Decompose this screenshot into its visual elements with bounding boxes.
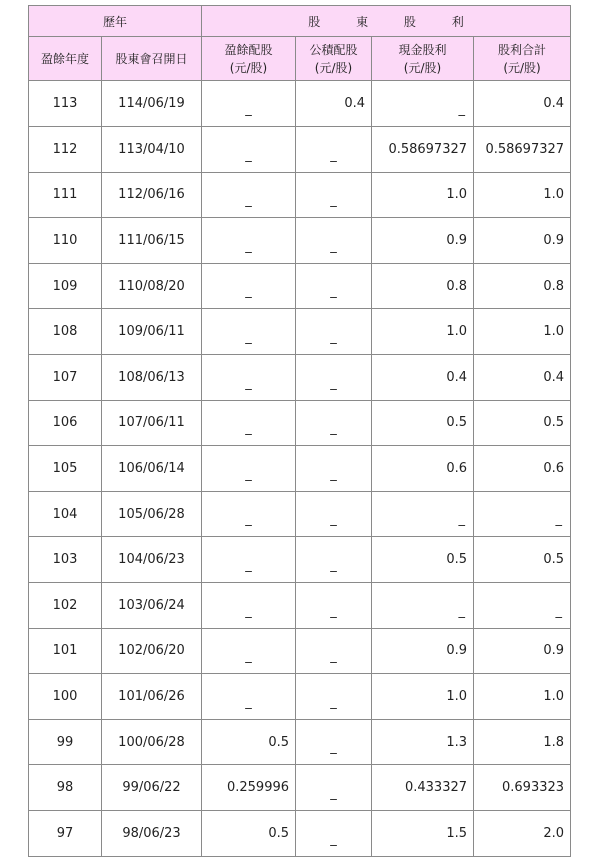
cell-cash-dividend: 0.4 [372, 354, 474, 400]
cell-total-dividend: 1.8 [474, 719, 571, 765]
cell-year: 99 [29, 719, 102, 765]
cell-earnings-stock: _ [202, 126, 296, 172]
cell-year: 112 [29, 126, 102, 172]
cell-total-dividend: _ [474, 582, 571, 628]
table-row [29, 537, 571, 583]
dividend-history-table [28, 5, 571, 857]
cell-reserve-stock: _ [296, 582, 372, 628]
cell-year: 101 [29, 628, 102, 674]
cell-cash-dividend: 0.5 [372, 400, 474, 446]
cell-year: 111 [29, 172, 102, 218]
table-row [29, 309, 571, 355]
cell-meeting-date: 106/06/14 [102, 446, 202, 492]
cell-earnings-stock: _ [202, 172, 296, 218]
table-row [29, 263, 571, 309]
cell-reserve-stock: _ [296, 400, 372, 446]
cell-year: 104 [29, 491, 102, 537]
cell-meeting-date: 113/04/10 [102, 126, 202, 172]
col-header-earnings-stock [202, 37, 296, 81]
cell-meeting-date: 100/06/28 [102, 719, 202, 765]
cell-year: 98 [29, 765, 102, 811]
cell-earnings-stock: _ [202, 218, 296, 264]
cell-total-dividend: _ [474, 491, 571, 537]
cell-earnings-stock: _ [202, 582, 296, 628]
cell-reserve-stock: _ [296, 446, 372, 492]
cell-earnings-stock: _ [202, 491, 296, 537]
cell-reserve-stock: _ [296, 263, 372, 309]
cell-meeting-date: 105/06/28 [102, 491, 202, 537]
cell-earnings-stock: 0.5 [202, 719, 296, 765]
cell-cash-dividend: 1.5 [372, 810, 474, 856]
cell-cash-dividend: _ [372, 582, 474, 628]
group-header-dividend: 股 東 股 利 [202, 6, 571, 37]
cell-total-dividend: 1.0 [474, 172, 571, 218]
table-row [29, 810, 571, 856]
cell-meeting-date: 103/06/24 [102, 582, 202, 628]
cell-total-dividend: 1.0 [474, 674, 571, 720]
cell-total-dividend: 0.58697327 [474, 126, 571, 172]
cell-reserve-stock: 0.4 [296, 81, 372, 127]
cell-cash-dividend: 0.5 [372, 537, 474, 583]
cell-meeting-date: 104/06/23 [102, 537, 202, 583]
table-row [29, 765, 571, 811]
cell-earnings-stock: _ [202, 674, 296, 720]
cell-total-dividend: 0.5 [474, 400, 571, 446]
table-row [29, 446, 571, 492]
cell-year: 105 [29, 446, 102, 492]
header-group-row [29, 6, 571, 37]
cell-cash-dividend: 0.58697327 [372, 126, 474, 172]
cell-reserve-stock: _ [296, 719, 372, 765]
cell-year: 100 [29, 674, 102, 720]
col-header-earnings-stock-label: 盈餘配股 [224, 42, 273, 57]
col-header-reserve-stock [296, 37, 372, 81]
cell-earnings-stock: 0.5 [202, 810, 296, 856]
cell-year: 106 [29, 400, 102, 446]
table-row [29, 218, 571, 264]
cell-year: 103 [29, 537, 102, 583]
cell-total-dividend: 0.4 [474, 354, 571, 400]
cell-meeting-date: 112/06/16 [102, 172, 202, 218]
header-column-row [29, 37, 571, 81]
cell-meeting-date: 99/06/22 [102, 765, 202, 811]
col-header-unit: (元/股) [503, 60, 541, 75]
table-row [29, 400, 571, 446]
col-header-unit: (元/股) [314, 60, 353, 75]
cell-reserve-stock: _ [296, 674, 372, 720]
cell-total-dividend: 0.4 [474, 81, 571, 127]
cell-year: 109 [29, 263, 102, 309]
cell-earnings-stock: _ [202, 446, 296, 492]
table-body [29, 81, 571, 857]
cell-reserve-stock: _ [296, 537, 372, 583]
col-header-unit: (元/股) [403, 60, 442, 75]
cell-meeting-date: 101/06/26 [102, 674, 202, 720]
cell-total-dividend: 0.6 [474, 446, 571, 492]
table-row [29, 172, 571, 218]
cell-cash-dividend: 1.0 [372, 674, 474, 720]
table-row [29, 674, 571, 720]
cell-year: 113 [29, 81, 102, 127]
cell-reserve-stock: _ [296, 126, 372, 172]
cell-meeting-date: 102/06/20 [102, 628, 202, 674]
cell-reserve-stock: _ [296, 765, 372, 811]
col-header-meeting-date: 股東會召開日 [102, 37, 202, 81]
cell-year: 97 [29, 810, 102, 856]
cell-cash-dividend: 0.433327 [372, 765, 474, 811]
col-header-unit: (元/股) [229, 60, 268, 75]
cell-earnings-stock: _ [202, 628, 296, 674]
cell-total-dividend: 0.5 [474, 537, 571, 583]
col-header-cash [372, 37, 474, 81]
cell-total-dividend: 0.9 [474, 218, 571, 264]
cell-reserve-stock: _ [296, 172, 372, 218]
group-header-history: 歷年 [29, 6, 202, 37]
cell-earnings-stock: 0.259996 [202, 765, 296, 811]
col-header-reserve-stock-label: 公積配股 [309, 42, 358, 57]
cell-meeting-date: 110/08/20 [102, 263, 202, 309]
cell-cash-dividend: _ [372, 81, 474, 127]
cell-cash-dividend: 0.9 [372, 628, 474, 674]
cell-year: 102 [29, 582, 102, 628]
cell-year: 108 [29, 309, 102, 355]
cell-total-dividend: 2.0 [474, 810, 571, 856]
table-row [29, 491, 571, 537]
table-row [29, 628, 571, 674]
table-row [29, 582, 571, 628]
cell-cash-dividend: 1.0 [372, 309, 474, 355]
cell-reserve-stock: _ [296, 354, 372, 400]
cell-total-dividend: 0.693323 [474, 765, 571, 811]
cell-reserve-stock: _ [296, 218, 372, 264]
cell-cash-dividend: 1.0 [372, 172, 474, 218]
table-row [29, 719, 571, 765]
col-header-total-label: 股利合計 [498, 42, 547, 57]
cell-year: 107 [29, 354, 102, 400]
col-header-cash-label: 現金股利 [398, 42, 447, 57]
col-header-year: 盈餘年度 [29, 37, 102, 81]
cell-meeting-date: 109/06/11 [102, 309, 202, 355]
cell-total-dividend: 0.9 [474, 628, 571, 674]
cell-meeting-date: 111/06/15 [102, 218, 202, 264]
cell-year: 110 [29, 218, 102, 264]
cell-cash-dividend: 0.9 [372, 218, 474, 264]
cell-meeting-date: 98/06/23 [102, 810, 202, 856]
cell-total-dividend: 1.0 [474, 309, 571, 355]
cell-cash-dividend: _ [372, 491, 474, 537]
dividend-table-container [28, 5, 570, 857]
cell-earnings-stock: _ [202, 263, 296, 309]
table-row [29, 354, 571, 400]
cell-reserve-stock: _ [296, 491, 372, 537]
table-row [29, 126, 571, 172]
cell-meeting-date: 107/06/11 [102, 400, 202, 446]
cell-cash-dividend: 0.6 [372, 446, 474, 492]
table-row [29, 81, 571, 127]
cell-meeting-date: 114/06/19 [102, 81, 202, 127]
cell-cash-dividend: 0.8 [372, 263, 474, 309]
cell-total-dividend: 0.8 [474, 263, 571, 309]
cell-earnings-stock: _ [202, 309, 296, 355]
cell-meeting-date: 108/06/13 [102, 354, 202, 400]
cell-reserve-stock: _ [296, 628, 372, 674]
cell-earnings-stock: _ [202, 354, 296, 400]
col-header-total [474, 37, 571, 81]
cell-reserve-stock: _ [296, 309, 372, 355]
cell-reserve-stock: _ [296, 810, 372, 856]
cell-earnings-stock: _ [202, 537, 296, 583]
cell-earnings-stock: _ [202, 81, 296, 127]
cell-cash-dividend: 1.3 [372, 719, 474, 765]
cell-earnings-stock: _ [202, 400, 296, 446]
